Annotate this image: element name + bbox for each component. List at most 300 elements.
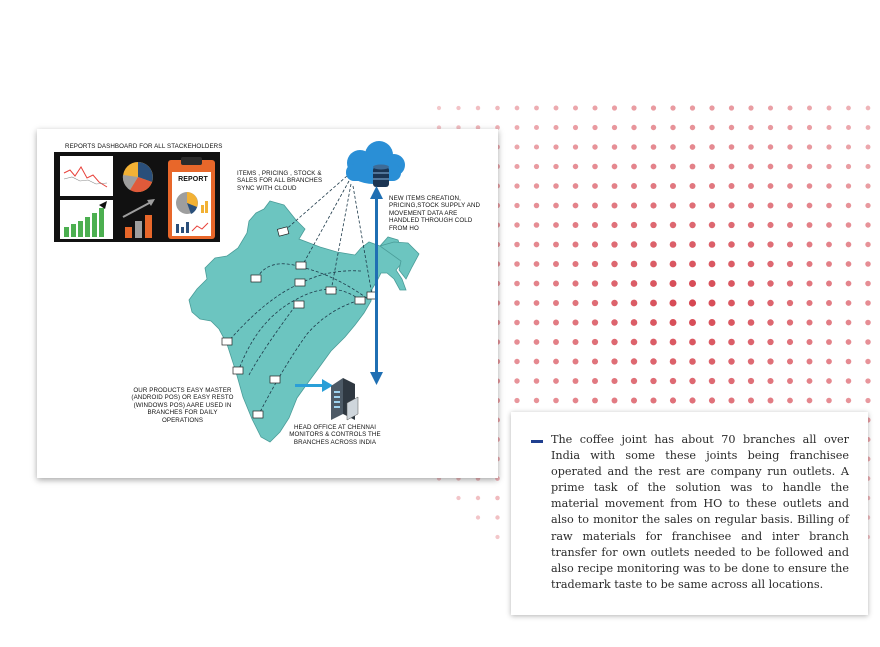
background-dot [690, 125, 695, 130]
background-dot [670, 125, 675, 130]
background-dot [709, 280, 716, 287]
background-dot [807, 106, 812, 111]
pie-chart-icon [123, 162, 153, 192]
background-dot [631, 300, 638, 307]
background-dot [670, 261, 677, 268]
background-dot [514, 261, 520, 267]
background-dot [709, 397, 715, 403]
background-dot [611, 222, 617, 228]
background-dot [437, 106, 441, 110]
background-dot [572, 339, 578, 345]
background-dot [534, 281, 540, 287]
background-dot [573, 398, 579, 404]
background-dot [865, 359, 870, 364]
background-dot [650, 397, 656, 403]
background-dot [689, 358, 696, 365]
background-dot [514, 320, 520, 326]
background-dot [573, 106, 578, 111]
background-dot [670, 222, 676, 228]
sync-cloud-label: ITEMS , PRICING , STOCK & SALES FOR ALL BRANCHES SYNC WITH CLOUD [237, 170, 323, 192]
background-dot [807, 203, 813, 209]
pos-terminal-icon [270, 376, 280, 383]
background-dot [768, 183, 774, 189]
background-dot [553, 261, 559, 267]
background-dot [728, 397, 734, 403]
background-dot [826, 398, 832, 404]
background-dot [689, 222, 695, 228]
background-dot [806, 300, 812, 306]
background-dot [807, 398, 813, 404]
background-dot [592, 300, 598, 306]
background-dot [846, 106, 851, 111]
background-dot [592, 125, 597, 130]
background-dot [670, 144, 676, 150]
background-dot [592, 280, 598, 286]
background-dot [534, 164, 539, 169]
background-dot [553, 320, 559, 326]
background-dot [728, 300, 735, 307]
background-dot [826, 125, 831, 130]
background-dot [631, 202, 637, 208]
reports-dashboard-panel [54, 152, 220, 242]
background-dot [670, 164, 676, 170]
background-dot [787, 222, 793, 228]
background-dot [612, 125, 617, 130]
background-dot [787, 319, 793, 325]
pos-terminal-icon [294, 301, 304, 308]
background-dot [572, 280, 578, 286]
background-dot [592, 144, 597, 149]
background-dot [846, 261, 852, 267]
background-dot [572, 300, 578, 306]
background-dot [709, 164, 715, 170]
background-dot [553, 203, 559, 209]
background-dot [807, 125, 812, 130]
background-dot [709, 222, 715, 228]
background-dot [846, 222, 852, 228]
background-dot [456, 106, 460, 110]
background-dot [806, 261, 812, 267]
background-dot [689, 397, 695, 403]
background-dot [534, 378, 540, 384]
background-dot [728, 378, 734, 384]
background-dot [807, 359, 813, 365]
background-dot [768, 398, 774, 404]
background-dot [612, 164, 618, 170]
background-dot [827, 106, 832, 111]
background-dot [787, 261, 793, 267]
pos-terminal-icon [355, 297, 365, 304]
background-dot [846, 398, 851, 403]
pos-terminal-icon [295, 279, 305, 286]
background-dot [534, 183, 539, 188]
background-dot [651, 164, 657, 170]
background-dot [826, 222, 832, 228]
background-dot [670, 183, 676, 189]
background-dot [729, 125, 734, 130]
background-dot [534, 359, 540, 365]
background-dot [514, 242, 520, 248]
background-dot [748, 202, 754, 208]
background-dot [650, 222, 656, 228]
background-dot [866, 125, 871, 130]
background-dot [865, 222, 870, 227]
background-dot [476, 106, 480, 110]
background-dot [515, 145, 520, 150]
background-dot [767, 300, 773, 306]
background-dot [592, 319, 598, 325]
background-dot [573, 242, 579, 248]
background-dot [787, 241, 793, 247]
background-dot [748, 144, 754, 150]
background-dot [592, 339, 598, 345]
background-dot [651, 125, 656, 130]
background-dot [807, 222, 813, 228]
background-dot [534, 398, 539, 403]
background-dot [514, 183, 519, 188]
background-dot [748, 241, 754, 247]
background-dot [826, 300, 832, 306]
background-dot [670, 280, 677, 287]
background-dot [865, 261, 871, 267]
background-dot [709, 125, 714, 130]
reports-dashboard-title: REPORTS DASHBOARD FOR ALL STACKEHOLDERS [65, 143, 223, 150]
background-dot [631, 144, 637, 150]
background-dot [846, 320, 852, 326]
background-dot [515, 106, 520, 111]
background-dot [553, 125, 558, 130]
background-dot [846, 339, 852, 345]
background-dot [650, 319, 657, 326]
description-card [511, 412, 868, 615]
background-dot [865, 242, 870, 247]
background-dot [514, 222, 519, 227]
background-dot [612, 183, 618, 189]
background-dot [553, 398, 559, 404]
background-dot [611, 358, 617, 364]
background-dot [573, 164, 578, 169]
background-dot [729, 144, 735, 150]
background-dot [651, 183, 657, 189]
background-dot [689, 241, 696, 248]
background-dot [709, 319, 716, 326]
background-dot [826, 261, 832, 267]
background-dot [729, 164, 735, 170]
pos-terminal-icon [253, 411, 263, 418]
background-dot [476, 515, 480, 519]
background-dot [787, 203, 793, 209]
background-dot [689, 319, 696, 326]
background-dot [553, 300, 559, 306]
background-dot [631, 358, 637, 364]
background-dot [611, 300, 618, 307]
background-dot [592, 203, 598, 209]
background-dot [534, 125, 539, 130]
background-dot [787, 280, 793, 286]
background-dot [767, 319, 773, 325]
background-dot [690, 164, 696, 170]
background-dot [807, 183, 813, 189]
background-dot [670, 241, 677, 248]
background-dot [787, 144, 792, 149]
background-dot [651, 144, 657, 150]
background-dot [534, 144, 539, 149]
background-dot [631, 397, 637, 403]
report-clipboard-icon [168, 157, 215, 239]
background-dot [534, 203, 540, 209]
background-dot [456, 496, 460, 500]
background-dot [826, 359, 832, 365]
head-office-label: HEAD OFFICE AT CHENNAI MONITORS & CONTROLS THE BRANCHES ACROSS INDIA [289, 424, 381, 446]
background-dot [631, 222, 637, 228]
background-dot [553, 144, 558, 149]
background-dot [690, 144, 696, 150]
cloud-data-handling-label: NEW ITEMS CREATION, PRICING,STOCK SUPPLY AND MOVEMENT DATA ARE HANDLED THROUGH COLD FROM HO [389, 195, 481, 232]
background-dot [807, 242, 813, 248]
background-dot [767, 378, 773, 384]
background-dot [611, 339, 617, 345]
background-dot [611, 202, 617, 208]
background-dot [806, 339, 812, 345]
background-dot [865, 183, 870, 188]
report-tag: REPORT [178, 176, 208, 183]
background-dot [573, 144, 578, 149]
background-dot [748, 300, 755, 307]
background-dot [865, 300, 871, 306]
background-dot [826, 242, 832, 248]
background-dot [534, 300, 540, 306]
background-dot [728, 202, 734, 208]
background-dot [768, 203, 774, 209]
background-dot [689, 378, 695, 384]
background-dot [689, 299, 696, 306]
background-dot [631, 183, 637, 189]
background-dot [534, 339, 540, 345]
background-dot [767, 241, 773, 247]
background-dot [611, 319, 617, 325]
background-dot [554, 106, 559, 111]
branch-network-diagram [37, 129, 498, 478]
background-dot [846, 144, 851, 149]
background-dot [846, 300, 852, 306]
background-dot [592, 378, 598, 384]
background-dot [534, 106, 539, 111]
background-dot [865, 320, 871, 326]
background-dot [631, 164, 637, 170]
background-dot [826, 183, 831, 188]
background-dot [573, 378, 579, 384]
background-dot [515, 125, 520, 130]
background-dot [787, 105, 792, 110]
background-dot [553, 339, 559, 345]
background-dot [689, 339, 696, 346]
background-dot [495, 106, 500, 111]
background-dot [748, 261, 755, 268]
background-dot [826, 144, 831, 149]
background-dot [846, 359, 852, 365]
background-dot [631, 261, 638, 268]
background-dot [553, 222, 559, 228]
background-dot [728, 358, 734, 364]
background-dot [514, 203, 519, 208]
background-dot [709, 144, 715, 150]
head-office-server-icon [331, 378, 358, 420]
background-dot [826, 203, 832, 209]
background-dot [709, 202, 715, 208]
background-dot [514, 164, 519, 169]
background-dot [865, 164, 870, 169]
background-dot [846, 281, 852, 287]
background-dot [748, 378, 754, 384]
background-dot [611, 241, 617, 247]
background-dot [611, 280, 617, 286]
background-dot [709, 261, 716, 268]
background-dot [767, 358, 773, 364]
background-dot [728, 339, 735, 346]
description-paragraph: The coffee joint has about 70 branches all over India with some these joints being franchisee operated and the rest are company run outlets. A prime task of the solution was to handle the material movement from HO to these outlets and also to monitor the sales on regular basis. Billing of raw materials for franchisee and inter branch transfer for own outlets needed to be followed and also recipe monitoring was to be done to ensure the trademark taste to be same across all locations. [551, 433, 849, 591]
background-dot [670, 319, 677, 326]
background-dot [728, 280, 735, 287]
background-dot [729, 105, 734, 110]
background-dot [514, 378, 519, 383]
background-dot [689, 183, 695, 189]
background-dot [689, 280, 696, 287]
background-dot [495, 496, 500, 501]
background-dot [807, 164, 812, 169]
background-dot [592, 164, 598, 170]
background-dot [748, 280, 755, 287]
pos-products-label: OUR PRODUCTS EASY MASTER (ANDROID POS) OR EASY RESTO (WINDOWS POS) AARE USED IN BRANCHES FOR DAILY OPERATIONS [131, 387, 234, 424]
background-dot [748, 339, 755, 346]
background-dot [514, 339, 520, 345]
background-dot [650, 202, 656, 208]
background-dot [826, 281, 832, 287]
background-dot [670, 105, 675, 110]
background-dot [650, 378, 656, 384]
background-dot [826, 164, 831, 169]
background-dot [631, 319, 638, 326]
background-dot [748, 319, 755, 326]
background-dot [748, 125, 753, 130]
background-dot [748, 222, 754, 228]
background-dot [573, 183, 579, 189]
background-dot [534, 320, 540, 326]
background-dot [865, 281, 871, 287]
background-dot [534, 242, 540, 248]
background-dot [514, 281, 520, 287]
background-dot [729, 183, 735, 189]
background-dot [748, 164, 754, 170]
background-dot [612, 144, 618, 150]
background-dot [846, 203, 851, 208]
background-dot [650, 300, 657, 307]
background-dot [592, 358, 598, 364]
background-dot [709, 378, 715, 384]
pos-terminal-icon [222, 338, 232, 345]
background-dot [728, 319, 735, 326]
background-dot [826, 339, 832, 345]
background-dot [690, 105, 695, 110]
background-dot [514, 359, 519, 364]
background-dot [573, 203, 579, 209]
background-dot [573, 359, 579, 365]
background-dot [865, 339, 871, 345]
background-dot [553, 359, 559, 365]
background-dot [592, 261, 598, 267]
background-dot [846, 125, 851, 130]
background-dot [572, 261, 578, 267]
background-dot [611, 378, 617, 384]
background-dot [728, 261, 735, 268]
bullet-marker [531, 440, 543, 443]
background-dot [670, 358, 677, 365]
background-dot [650, 358, 657, 365]
pos-terminal-icon [296, 262, 306, 269]
background-dot [709, 358, 716, 365]
background-dot [592, 105, 597, 110]
background-dot [650, 241, 657, 248]
background-dot [865, 203, 870, 208]
background-dot [573, 222, 579, 228]
background-dot [768, 125, 773, 130]
background-dot [669, 299, 676, 306]
background-dot [728, 241, 735, 248]
background-dot [650, 261, 657, 268]
background-dot [592, 183, 598, 189]
background-dot [534, 261, 540, 267]
background-dot [611, 261, 617, 267]
background-dot [631, 378, 637, 384]
background-dot [807, 144, 812, 149]
background-dot [670, 202, 676, 208]
background-dot [631, 125, 636, 130]
background-dot [553, 164, 558, 169]
background-dot [709, 241, 716, 248]
background-dot [650, 339, 657, 346]
background-dot [728, 222, 734, 228]
background-dot [748, 358, 754, 364]
background-dot [787, 164, 793, 170]
background-dot [631, 339, 638, 346]
background-dot [514, 300, 520, 306]
background-dot [787, 358, 793, 364]
background-dot [670, 339, 677, 346]
pos-terminal-icon [251, 275, 261, 282]
background-dot [689, 202, 695, 208]
background-dot [846, 164, 851, 169]
cloud-database-icon [346, 141, 405, 187]
background-dot [592, 398, 598, 404]
background-dot [650, 280, 657, 287]
background-dot [787, 398, 793, 404]
background-dot [709, 339, 716, 346]
background-dot [826, 320, 832, 326]
background-dot [553, 378, 559, 384]
background-dot [787, 183, 793, 189]
pos-terminal-icon [326, 287, 336, 294]
background-dot [748, 397, 754, 403]
background-dot [748, 105, 753, 110]
background-dot [767, 280, 773, 286]
background-dot [767, 222, 773, 228]
background-dot [709, 183, 715, 189]
background-dot [767, 339, 773, 345]
background-dot [709, 105, 714, 110]
background-dot [768, 164, 774, 170]
background-dot [768, 105, 773, 110]
background-dot [495, 515, 499, 519]
background-dot [787, 339, 793, 345]
